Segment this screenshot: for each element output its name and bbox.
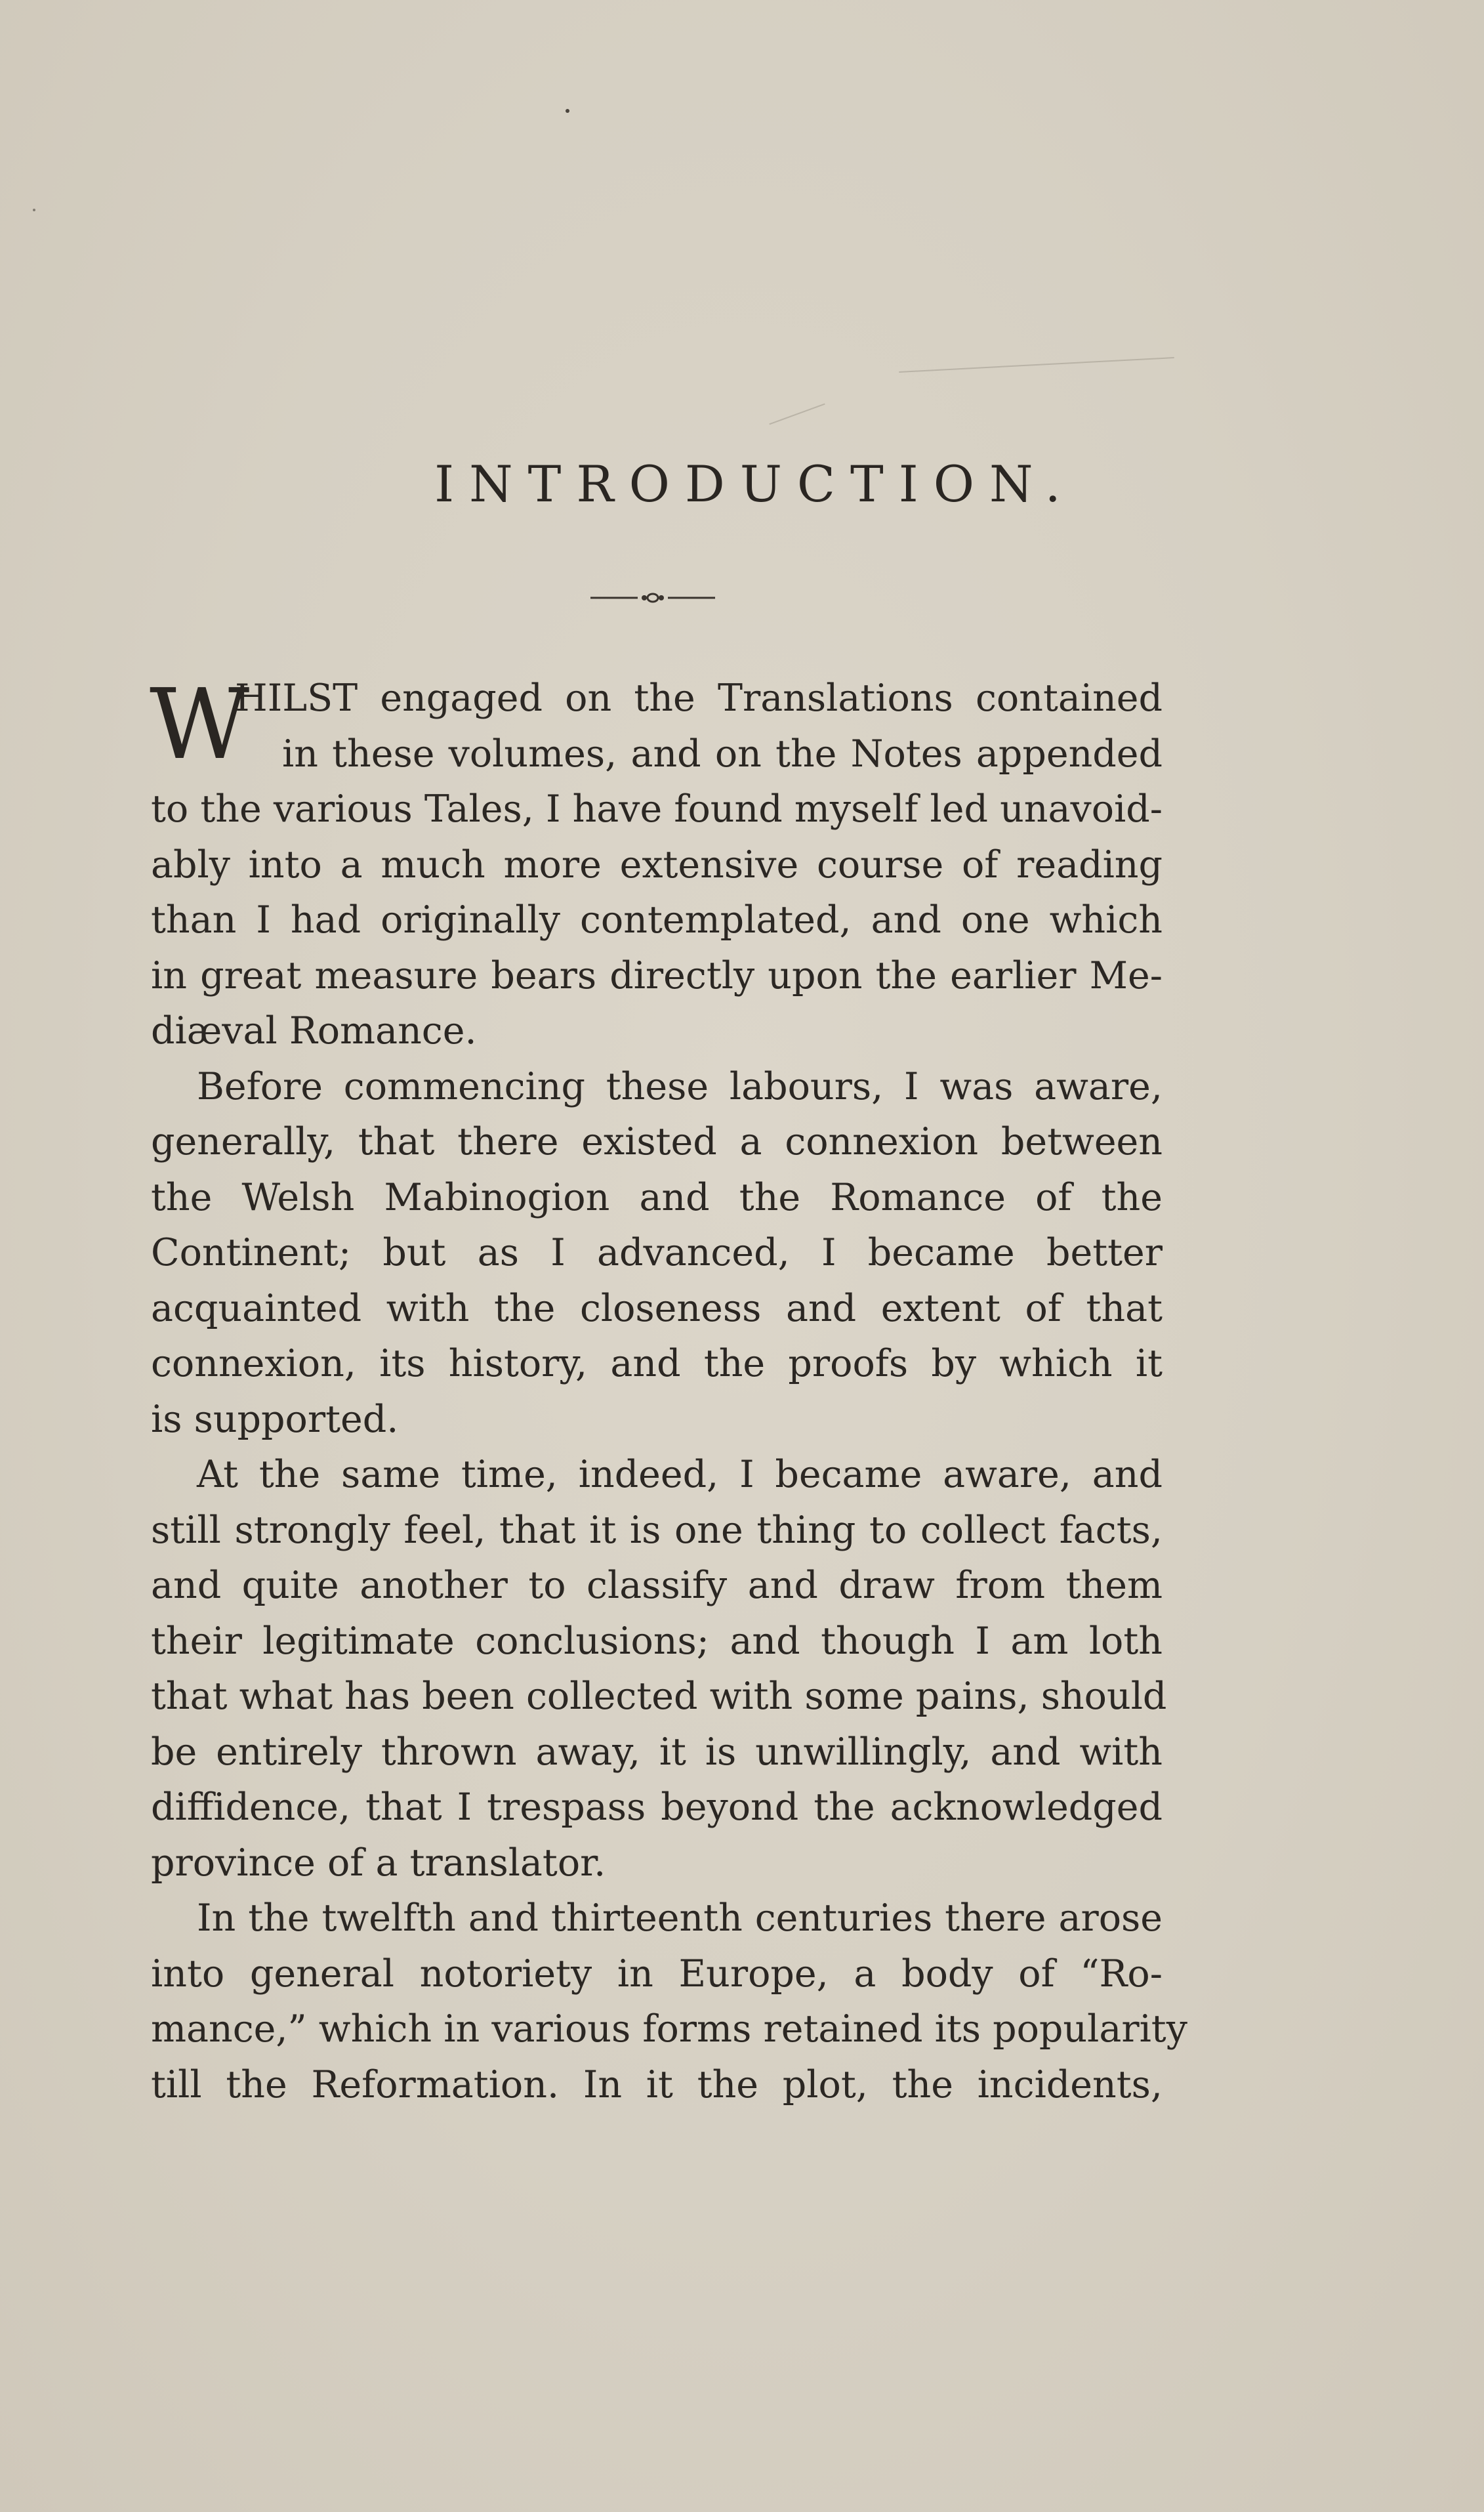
paper-crease [899, 357, 1174, 373]
paper-crease [769, 404, 825, 425]
text-line: connexion, its history, and the proofs by which it [151, 1342, 1163, 1385]
text-line: the Welsh Mabinogion and the Romance of the [151, 1175, 1163, 1219]
text-line: till the Reformation. In it the plot, the incidents, [151, 2062, 1163, 2106]
text-line: in these volumes, and on the Notes appended [282, 732, 1163, 776]
text-line: in great measure bears directly upon the earlier Me- [151, 953, 1163, 997]
text-line: their legitimate conclusions; and though I am loth [151, 1619, 1163, 1663]
text-line: Continent; but as I advanced, I became better [151, 1231, 1163, 1274]
paragraph-2 [151, 1059, 1163, 1448]
text-line: Before commencing these labours, I was aware, [197, 1064, 1163, 1108]
paper-speck [33, 209, 35, 211]
text-line: into general notoriety in Europe, a body of “Ro- [151, 1952, 1163, 1996]
text-line: ably into a much more extensive course of reading [151, 843, 1163, 887]
page-title: INTRODUCTION. [434, 455, 1076, 513]
text-line: In the twelfth and thirteenth centuries there arose [197, 1896, 1163, 1940]
ornament-divider [590, 588, 715, 608]
text-line: diffidence, that I trespass beyond the acknowledged [151, 1786, 1163, 1829]
paragraph-1 [150, 668, 1163, 1059]
text-line: to the various Tales, I have found myself led unavoid- [151, 787, 1163, 831]
drop-cap: W [150, 668, 250, 781]
text-line: than I had originally contemplated, and one which [151, 898, 1163, 942]
text-line: acquainted with the closeness and extent of that [151, 1286, 1163, 1330]
text-line: be entirely thrown away, it is unwillingly, and with [151, 1730, 1163, 1774]
text-line: mance,” which in various forms retained its popularity [151, 2007, 1187, 2051]
text-line: is supported. [151, 1397, 399, 1441]
text-line: that what has been collected with some pains, should [151, 1675, 1167, 1718]
text-line: At the same time, indeed, I became aware, and [197, 1453, 1163, 1496]
paragraph-4 [151, 1891, 1187, 2112]
text-line: HILST engaged on the Translations contained [235, 677, 1163, 720]
text-line: diæval Romance. [151, 1009, 477, 1053]
text-line: and quite another to classify and draw from them [151, 1564, 1163, 1607]
text-line: generally, that there existed a connexion between [151, 1120, 1163, 1163]
text-line: province of a translator. [151, 1841, 606, 1885]
body-text [150, 668, 1187, 2112]
text-line: still strongly feel, that it is one thing to collect facts, [151, 1508, 1163, 1552]
paragraph-3 [151, 1447, 1167, 1891]
paper-speck [566, 109, 569, 113]
